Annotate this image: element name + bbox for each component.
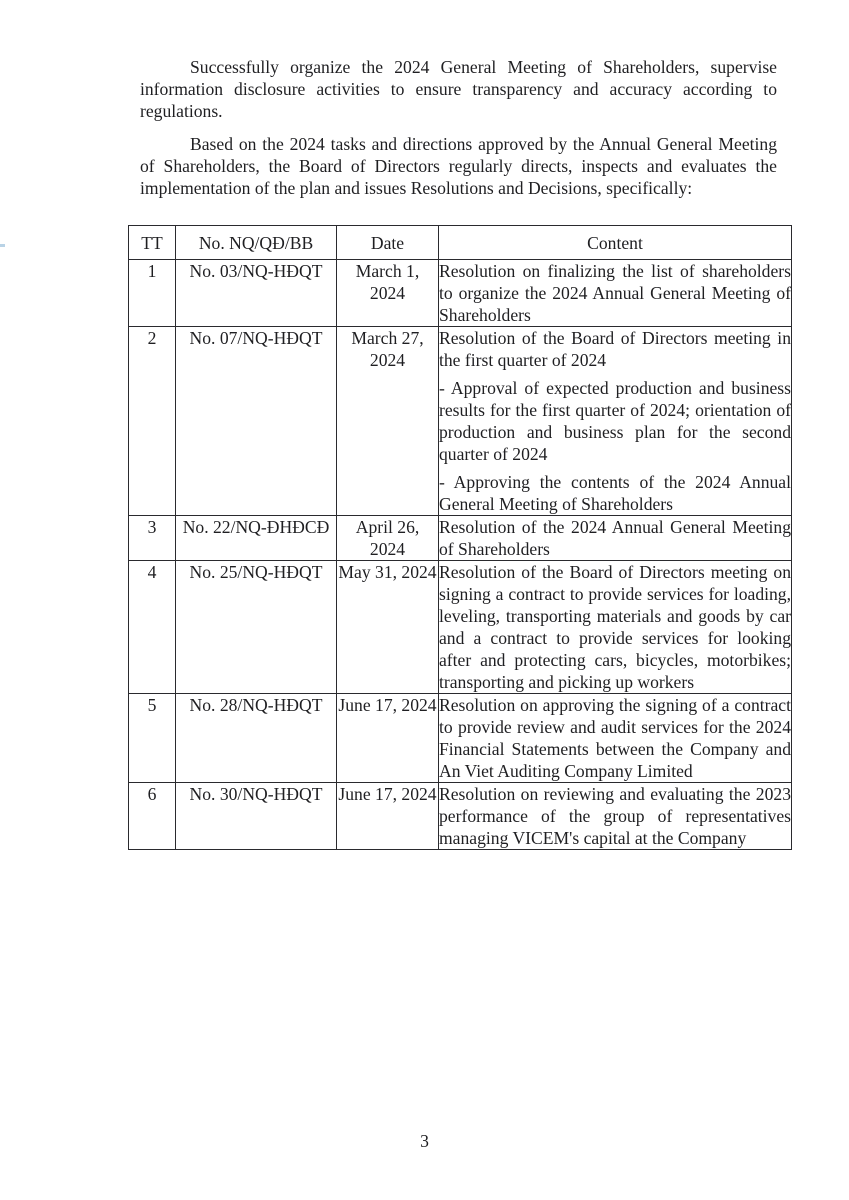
row-content xyxy=(439,516,792,561)
row-content xyxy=(439,327,792,516)
row-content-paragraph: Resolution on finalizing the list of shareholders to organize the 2024 Annual General Meeting of Shareholders xyxy=(439,261,791,325)
header-number: No. NQ/QĐ/BB xyxy=(176,226,337,260)
row-date: April 26, 2024 xyxy=(337,516,439,561)
row-tt: 4 xyxy=(129,561,176,694)
row-date: June 17, 2024 xyxy=(337,783,439,850)
row-number: No. 28/NQ-HĐQT xyxy=(176,694,337,783)
row-content-paragraph: - Approval of expected production and business results for the first quarter of 2024; orientation of production and business plan for the second quarter of 2024 xyxy=(439,378,791,464)
table-row xyxy=(129,260,792,327)
table-row xyxy=(129,694,792,783)
row-content-paragraph: Resolution of the 2024 Annual General Meeting of Shareholders xyxy=(439,517,791,559)
row-number: No. 03/NQ-HĐQT xyxy=(176,260,337,327)
resolutions-table xyxy=(128,225,792,850)
row-date: March 1, 2024 xyxy=(337,260,439,327)
table-row xyxy=(129,516,792,561)
row-content-paragraph: - Approving the contents of the 2024 Annual General Meeting of Shareholders xyxy=(439,472,791,514)
row-number: No. 07/NQ-HĐQT xyxy=(176,327,337,516)
table-row xyxy=(129,783,792,850)
row-content xyxy=(439,783,792,850)
table-header-row xyxy=(129,226,792,260)
header-content: Content xyxy=(439,226,792,260)
row-tt: 5 xyxy=(129,694,176,783)
row-date: May 31, 2024 xyxy=(337,561,439,694)
row-content-paragraph: Resolution of the Board of Directors meeting on signing a contract to provide services for loading, leveling, transporting materials and goods by car and a contract to provide services for looking after and protecting cars, bicycles, motorbikes; transporting and picking up workers xyxy=(439,562,791,692)
row-number: No. 25/NQ-HĐQT xyxy=(176,561,337,694)
header-tt: TT xyxy=(129,226,176,260)
intro-paragraph-1: Successfully organize the 2024 General Meeting of Shareholders, supervise information disclosure activities to ensure transparency and accuracy according to regulations. xyxy=(140,57,777,121)
page-number: 3 xyxy=(420,1131,429,1151)
row-tt: 2 xyxy=(129,327,176,516)
row-tt: 1 xyxy=(129,260,176,327)
row-number: No. 22/NQ-ĐHĐCĐ xyxy=(176,516,337,561)
row-date: March 27, 2024 xyxy=(337,327,439,516)
row-content-paragraph: Resolution on approving the signing of a contract to provide review and audit services for the 2024 Financial Statements between the Company and An Viet Auditing Company Limited xyxy=(439,695,791,781)
row-tt: 6 xyxy=(129,783,176,850)
scan-edge-mark xyxy=(0,244,5,247)
row-date: June 17, 2024 xyxy=(337,694,439,783)
row-content xyxy=(439,694,792,783)
row-content xyxy=(439,260,792,327)
row-number: No. 30/NQ-HĐQT xyxy=(176,783,337,850)
table-row xyxy=(129,327,792,516)
row-content-paragraph: Resolution on reviewing and evaluating the 2023 performance of the group of representatives managing VICEM's capital at the Company xyxy=(439,784,791,848)
table-row xyxy=(129,561,792,694)
row-content-paragraph: Resolution of the Board of Directors meeting in the first quarter of 2024 xyxy=(439,328,791,370)
header-date: Date xyxy=(337,226,439,260)
intro-paragraph-2: Based on the 2024 tasks and directions approved by the Annual General Meeting of Shareholders, the Board of Directors regularly directs, inspects and evaluates the implementation of the plan and issues Resolutions and Decisions, specifically: xyxy=(140,134,777,198)
row-content xyxy=(439,561,792,694)
row-tt: 3 xyxy=(129,516,176,561)
